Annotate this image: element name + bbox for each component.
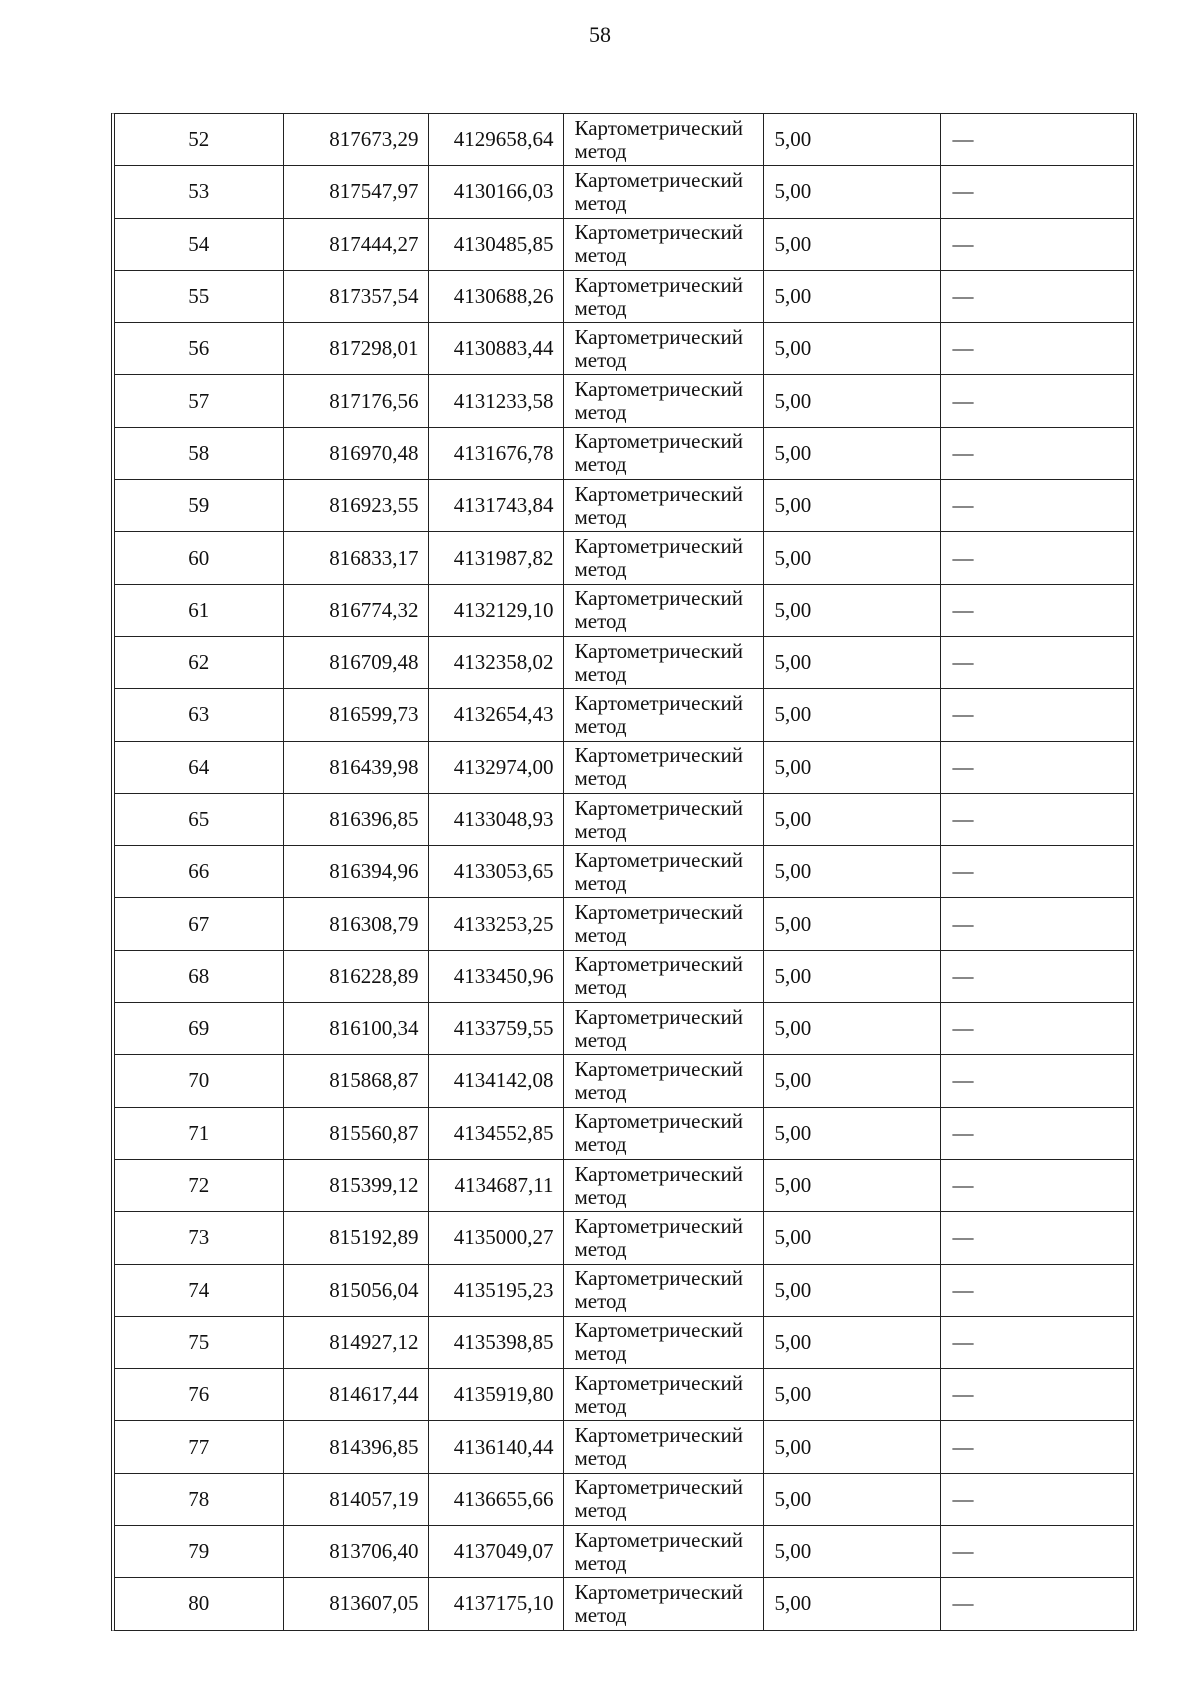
method-line-2: метод <box>574 1079 627 1104</box>
y-coordinate-cell: 4135919,80 <box>428 1369 563 1421</box>
table-row <box>115 1421 1133 1473</box>
x-coordinate-cell: 815868,87 <box>283 1055 428 1107</box>
method-line-2: метод <box>574 766 627 791</box>
y-coordinate-cell: 4132974,00 <box>428 741 563 793</box>
note-cell: — <box>940 741 1133 793</box>
table-row <box>115 166 1133 218</box>
method-line-1: Картометрический <box>574 1370 743 1395</box>
method-line-1: Картометрический <box>574 1109 743 1134</box>
x-coordinate-cell: 817298,01 <box>283 323 428 375</box>
x-coordinate-cell: 816923,55 <box>283 480 428 532</box>
x-coordinate-cell: 816774,32 <box>283 584 428 636</box>
method-line-2: метод <box>574 1393 627 1418</box>
point-number-cell: 59 <box>115 480 283 532</box>
y-coordinate-cell: 4130485,85 <box>428 218 563 270</box>
accuracy-cell: 5,00 <box>763 1473 940 1525</box>
method-line-2: метод <box>574 504 627 529</box>
y-coordinate-cell: 4136140,44 <box>428 1421 563 1473</box>
method-line-2: метод <box>574 138 627 163</box>
method-cell <box>563 1003 763 1055</box>
accuracy-cell: 5,00 <box>763 1369 940 1421</box>
point-number-cell: 63 <box>115 689 283 741</box>
point-number-cell: 67 <box>115 898 283 950</box>
accuracy-cell: 5,00 <box>763 270 940 322</box>
method-line-1: Картометрический <box>574 952 743 977</box>
method-cell <box>563 793 763 845</box>
y-coordinate-cell: 4130883,44 <box>428 323 563 375</box>
note-cell: — <box>940 1003 1133 1055</box>
accuracy-cell: 5,00 <box>763 1159 940 1211</box>
y-coordinate-cell: 4133048,93 <box>428 793 563 845</box>
method-cell <box>563 689 763 741</box>
x-coordinate-cell: 815056,04 <box>283 1264 428 1316</box>
x-coordinate-cell: 815192,89 <box>283 1212 428 1264</box>
table-row <box>115 1212 1133 1264</box>
x-coordinate-cell: 816599,73 <box>283 689 428 741</box>
method-cell <box>563 1055 763 1107</box>
accuracy-cell: 5,00 <box>763 1107 940 1159</box>
accuracy-cell: 5,00 <box>763 114 940 166</box>
method-line-1: Картометрический <box>574 1423 743 1448</box>
y-coordinate-cell: 4131676,78 <box>428 427 563 479</box>
method-line-2: метод <box>574 1236 627 1261</box>
y-coordinate-cell: 4135195,23 <box>428 1264 563 1316</box>
method-cell <box>563 1369 763 1421</box>
table-row <box>115 1055 1133 1107</box>
x-coordinate-cell: 816970,48 <box>283 427 428 479</box>
y-coordinate-cell: 4132358,02 <box>428 636 563 688</box>
y-coordinate-cell: 4130688,26 <box>428 270 563 322</box>
note-cell: — <box>940 636 1133 688</box>
table-row <box>115 114 1133 166</box>
table-row <box>115 218 1133 270</box>
method-line-1: Картометрический <box>574 115 743 140</box>
note-cell: — <box>940 1107 1133 1159</box>
note-cell: — <box>940 166 1133 218</box>
method-line-2: метод <box>574 818 627 843</box>
table-row <box>115 741 1133 793</box>
x-coordinate-cell: 816308,79 <box>283 898 428 950</box>
method-line-2: метод <box>574 1602 627 1627</box>
method-line-1: Картометрический <box>574 1579 743 1604</box>
method-cell <box>563 1421 763 1473</box>
point-number-cell: 79 <box>115 1526 283 1578</box>
point-number-cell: 55 <box>115 270 283 322</box>
method-line-2: метод <box>574 923 627 948</box>
method-cell <box>563 846 763 898</box>
accuracy-cell: 5,00 <box>763 741 940 793</box>
point-number-cell: 77 <box>115 1421 283 1473</box>
y-coordinate-cell: 4130166,03 <box>428 166 563 218</box>
y-coordinate-cell: 4133253,25 <box>428 898 563 950</box>
table-row <box>115 375 1133 427</box>
accuracy-cell: 5,00 <box>763 1264 940 1316</box>
accuracy-cell: 5,00 <box>763 1003 940 1055</box>
accuracy-cell: 5,00 <box>763 1578 940 1630</box>
x-coordinate-cell: 814617,44 <box>283 1369 428 1421</box>
table-row <box>115 689 1133 741</box>
note-cell: — <box>940 1055 1133 1107</box>
table-row <box>115 1369 1133 1421</box>
table-row <box>115 1159 1133 1211</box>
note-cell: — <box>940 950 1133 1002</box>
method-line-1: Картометрический <box>574 377 743 402</box>
y-coordinate-cell: 4133450,96 <box>428 950 563 1002</box>
table-row <box>115 1107 1133 1159</box>
table-row <box>115 1316 1133 1368</box>
y-coordinate-cell: 4134142,08 <box>428 1055 563 1107</box>
y-coordinate-cell: 4136655,66 <box>428 1473 563 1525</box>
point-number-cell: 52 <box>115 114 283 166</box>
method-line-2: метод <box>574 975 627 1000</box>
point-number-cell: 58 <box>115 427 283 479</box>
method-line-2: метод <box>574 190 627 215</box>
method-line-1: Картометрический <box>574 1475 743 1500</box>
note-cell: — <box>940 1159 1133 1211</box>
x-coordinate-cell: 817673,29 <box>283 114 428 166</box>
table-row <box>115 793 1133 845</box>
note-cell: — <box>940 532 1133 584</box>
method-cell <box>563 532 763 584</box>
accuracy-cell: 5,00 <box>763 375 940 427</box>
x-coordinate-cell: 816394,96 <box>283 846 428 898</box>
point-number-cell: 74 <box>115 1264 283 1316</box>
point-number-cell: 78 <box>115 1473 283 1525</box>
method-line-1: Картометрический <box>574 847 743 872</box>
note-cell: — <box>940 1421 1133 1473</box>
table-row <box>115 480 1133 532</box>
accuracy-cell: 5,00 <box>763 1055 940 1107</box>
method-cell <box>563 323 763 375</box>
method-cell <box>563 1578 763 1630</box>
method-line-1: Картометрический <box>574 743 743 768</box>
accuracy-cell: 5,00 <box>763 689 940 741</box>
y-coordinate-cell: 4135398,85 <box>428 1316 563 1368</box>
accuracy-cell: 5,00 <box>763 793 940 845</box>
point-number-cell: 72 <box>115 1159 283 1211</box>
method-line-1: Картометрический <box>574 1266 743 1291</box>
method-cell <box>563 1316 763 1368</box>
point-number-cell: 76 <box>115 1369 283 1421</box>
method-line-2: метод <box>574 1289 627 1314</box>
method-line-1: Картометрический <box>574 586 743 611</box>
table-row <box>115 1526 1133 1578</box>
note-cell: — <box>940 793 1133 845</box>
x-coordinate-cell: 813607,05 <box>283 1578 428 1630</box>
method-line-2: метод <box>574 609 627 634</box>
method-line-1: Картометрический <box>574 534 743 559</box>
page-number: 58 <box>589 22 611 47</box>
y-coordinate-cell: 4131987,82 <box>428 532 563 584</box>
point-number-cell: 73 <box>115 1212 283 1264</box>
x-coordinate-cell: 816439,98 <box>283 741 428 793</box>
method-line-1: Картометрический <box>574 324 743 349</box>
accuracy-cell: 5,00 <box>763 636 940 688</box>
table-row <box>115 427 1133 479</box>
method-cell <box>563 218 763 270</box>
y-coordinate-cell: 4133759,55 <box>428 1003 563 1055</box>
point-number-cell: 69 <box>115 1003 283 1055</box>
point-number-cell: 57 <box>115 375 283 427</box>
accuracy-cell: 5,00 <box>763 846 940 898</box>
table-row <box>115 584 1133 636</box>
note-cell: — <box>940 584 1133 636</box>
y-coordinate-cell: 4131233,58 <box>428 375 563 427</box>
accuracy-cell: 5,00 <box>763 532 940 584</box>
point-number-cell: 60 <box>115 532 283 584</box>
method-line-2: метод <box>574 661 627 686</box>
y-coordinate-cell: 4129658,64 <box>428 114 563 166</box>
x-coordinate-cell: 816833,17 <box>283 532 428 584</box>
table-row <box>115 1578 1133 1630</box>
x-coordinate-cell: 816228,89 <box>283 950 428 1002</box>
method-line-2: метод <box>574 557 627 582</box>
method-line-1: Картометрический <box>574 690 743 715</box>
note-cell: — <box>940 375 1133 427</box>
x-coordinate-cell: 815399,12 <box>283 1159 428 1211</box>
point-number-cell: 75 <box>115 1316 283 1368</box>
point-number-cell: 64 <box>115 741 283 793</box>
note-cell: — <box>940 1578 1133 1630</box>
accuracy-cell: 5,00 <box>763 898 940 950</box>
point-number-cell: 56 <box>115 323 283 375</box>
y-coordinate-cell: 4137049,07 <box>428 1526 563 1578</box>
x-coordinate-cell: 817444,27 <box>283 218 428 270</box>
coordinates-table-body <box>115 114 1133 1630</box>
method-cell <box>563 741 763 793</box>
point-number-cell: 80 <box>115 1578 283 1630</box>
table-row <box>115 1473 1133 1525</box>
method-line-1: Картометрический <box>574 1527 743 1552</box>
accuracy-cell: 5,00 <box>763 166 940 218</box>
x-coordinate-cell: 814057,19 <box>283 1473 428 1525</box>
accuracy-cell: 5,00 <box>763 950 940 1002</box>
method-cell <box>563 1212 763 1264</box>
method-line-1: Картометрический <box>574 272 743 297</box>
method-line-1: Картометрический <box>574 1161 743 1186</box>
method-cell <box>563 114 763 166</box>
x-coordinate-cell: 817176,56 <box>283 375 428 427</box>
method-line-1: Картометрический <box>574 795 743 820</box>
table-row <box>115 323 1133 375</box>
method-line-2: метод <box>574 1498 627 1523</box>
method-line-1: Картометрический <box>574 1056 743 1081</box>
method-line-1: Картометрический <box>574 1318 743 1343</box>
x-coordinate-cell: 813706,40 <box>283 1526 428 1578</box>
note-cell: — <box>940 114 1133 166</box>
method-line-2: метод <box>574 295 627 320</box>
table-row <box>115 636 1133 688</box>
method-line-2: метод <box>574 1027 627 1052</box>
accuracy-cell: 5,00 <box>763 1316 940 1368</box>
method-line-2: метод <box>574 347 627 372</box>
accuracy-cell: 5,00 <box>763 1212 940 1264</box>
point-number-cell: 65 <box>115 793 283 845</box>
y-coordinate-cell: 4132129,10 <box>428 584 563 636</box>
table-row <box>115 1003 1133 1055</box>
table-row <box>115 270 1133 322</box>
table-row <box>115 532 1133 584</box>
method-cell <box>563 480 763 532</box>
method-cell <box>563 1526 763 1578</box>
y-coordinate-cell: 4137175,10 <box>428 1578 563 1630</box>
method-line-1: Картометрический <box>574 1004 743 1029</box>
note-cell: — <box>940 1369 1133 1421</box>
point-number-cell: 70 <box>115 1055 283 1107</box>
accuracy-cell: 5,00 <box>763 427 940 479</box>
accuracy-cell: 5,00 <box>763 1526 940 1578</box>
method-line-1: Картометрический <box>574 429 743 454</box>
y-coordinate-cell: 4134687,11 <box>428 1159 563 1211</box>
method-cell <box>563 270 763 322</box>
point-number-cell: 66 <box>115 846 283 898</box>
point-number-cell: 61 <box>115 584 283 636</box>
method-line-2: метод <box>574 1446 627 1471</box>
x-coordinate-cell: 814396,85 <box>283 1421 428 1473</box>
y-coordinate-cell: 4131743,84 <box>428 480 563 532</box>
note-cell: — <box>940 1212 1133 1264</box>
note-cell: — <box>940 1526 1133 1578</box>
note-cell: — <box>940 323 1133 375</box>
method-cell <box>563 1473 763 1525</box>
method-line-2: метод <box>574 243 627 268</box>
x-coordinate-cell: 817357,54 <box>283 270 428 322</box>
method-line-1: Картометрический <box>574 900 743 925</box>
method-cell <box>563 375 763 427</box>
note-cell: — <box>940 1316 1133 1368</box>
method-line-2: метод <box>574 452 627 477</box>
table-row <box>115 950 1133 1002</box>
point-number-cell: 68 <box>115 950 283 1002</box>
point-number-cell: 53 <box>115 166 283 218</box>
method-line-2: метод <box>574 1341 627 1366</box>
x-coordinate-cell: 816709,48 <box>283 636 428 688</box>
method-line-1: Картометрический <box>574 167 743 192</box>
x-coordinate-cell: 816100,34 <box>283 1003 428 1055</box>
note-cell: — <box>940 846 1133 898</box>
method-line-2: метод <box>574 1550 627 1575</box>
y-coordinate-cell: 4133053,65 <box>428 846 563 898</box>
x-coordinate-cell: 814927,12 <box>283 1316 428 1368</box>
method-cell <box>563 1159 763 1211</box>
accuracy-cell: 5,00 <box>763 584 940 636</box>
method-cell <box>563 636 763 688</box>
note-cell: — <box>940 689 1133 741</box>
method-line-2: метод <box>574 713 627 738</box>
accuracy-cell: 5,00 <box>763 218 940 270</box>
coordinates-table <box>115 114 1133 1630</box>
note-cell: — <box>940 218 1133 270</box>
y-coordinate-cell: 4132654,43 <box>428 689 563 741</box>
x-coordinate-cell: 816396,85 <box>283 793 428 845</box>
table-row <box>115 898 1133 950</box>
coordinates-table-container <box>111 113 1137 1631</box>
y-coordinate-cell: 4134552,85 <box>428 1107 563 1159</box>
accuracy-cell: 5,00 <box>763 480 940 532</box>
method-cell <box>563 166 763 218</box>
note-cell: — <box>940 480 1133 532</box>
method-cell <box>563 584 763 636</box>
y-coordinate-cell: 4135000,27 <box>428 1212 563 1264</box>
point-number-cell: 62 <box>115 636 283 688</box>
note-cell: — <box>940 898 1133 950</box>
x-coordinate-cell: 817547,97 <box>283 166 428 218</box>
method-line-2: метод <box>574 870 627 895</box>
table-row <box>115 846 1133 898</box>
point-number-cell: 54 <box>115 218 283 270</box>
method-line-1: Картометрический <box>574 481 743 506</box>
method-cell <box>563 1107 763 1159</box>
accuracy-cell: 5,00 <box>763 323 940 375</box>
method-line-2: метод <box>574 400 627 425</box>
accuracy-cell: 5,00 <box>763 1421 940 1473</box>
table-row <box>115 1264 1133 1316</box>
note-cell: — <box>940 270 1133 322</box>
note-cell: — <box>940 1473 1133 1525</box>
method-cell <box>563 1264 763 1316</box>
method-line-2: метод <box>574 1132 627 1157</box>
note-cell: — <box>940 1264 1133 1316</box>
method-line-1: Картометрический <box>574 1213 743 1238</box>
method-cell <box>563 898 763 950</box>
point-number-cell: 71 <box>115 1107 283 1159</box>
note-cell: — <box>940 427 1133 479</box>
x-coordinate-cell: 815560,87 <box>283 1107 428 1159</box>
method-line-2: метод <box>574 1184 627 1209</box>
method-line-1: Картометрический <box>574 220 743 245</box>
method-cell <box>563 950 763 1002</box>
method-cell <box>563 427 763 479</box>
method-line-1: Картометрический <box>574 638 743 663</box>
